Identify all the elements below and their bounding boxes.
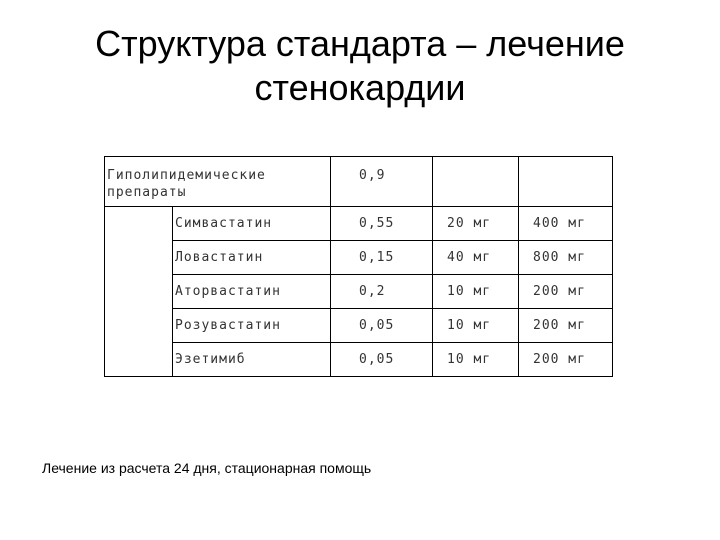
- drug-frequency-cell: 0,05: [331, 343, 433, 377]
- table-row: [105, 275, 613, 309]
- drug-course-cell: 200 мг: [519, 275, 613, 309]
- drug-course-cell: 200 мг: [519, 343, 613, 377]
- drug-name-cell: Аторвастатин: [173, 275, 331, 309]
- drug-course-cell: 200 мг: [519, 309, 613, 343]
- drug-name-cell: Ловастатин: [173, 241, 331, 275]
- table-row: [105, 207, 613, 241]
- group-name-cell: Гиполипидемические препараты: [105, 157, 331, 207]
- table-row: [105, 241, 613, 275]
- drug-course-cell: 400 мг: [519, 207, 613, 241]
- group-dose-cell: [433, 157, 519, 207]
- drug-frequency-cell: 0,15: [331, 241, 433, 275]
- drug-name-cell: Розувастатин: [173, 309, 331, 343]
- drug-frequency-cell: 0,2: [331, 275, 433, 309]
- drug-frequency-cell: 0,05: [331, 309, 433, 343]
- drug-dose-cell: 10 мг: [433, 275, 519, 309]
- table-row-group: [105, 157, 613, 207]
- drug-standard-table: [104, 156, 613, 377]
- drug-name-cell: Симвастатин: [173, 207, 331, 241]
- footnote: Лечение из расчета 24 дня, стационарная помощь: [42, 460, 372, 476]
- drug-dose-cell: 20 мг: [433, 207, 519, 241]
- slide-title-line-2: стенокардии: [254, 67, 466, 108]
- indent-cell: [105, 207, 173, 377]
- drug-course-cell: 800 мг: [519, 241, 613, 275]
- drug-name-cell: Эзетимиб: [173, 343, 331, 377]
- group-course-cell: [519, 157, 613, 207]
- drug-frequency-cell: 0,55: [331, 207, 433, 241]
- table-row: [105, 343, 613, 377]
- drug-dose-cell: 10 мг: [433, 309, 519, 343]
- drug-dose-cell: 10 мг: [433, 343, 519, 377]
- table-row: [105, 309, 613, 343]
- drug-dose-cell: 40 мг: [433, 241, 519, 275]
- group-frequency-cell: 0,9: [331, 157, 433, 207]
- slide-title: [0, 22, 720, 110]
- slide-title-line-1: Структура стандарта – лечение: [95, 23, 625, 64]
